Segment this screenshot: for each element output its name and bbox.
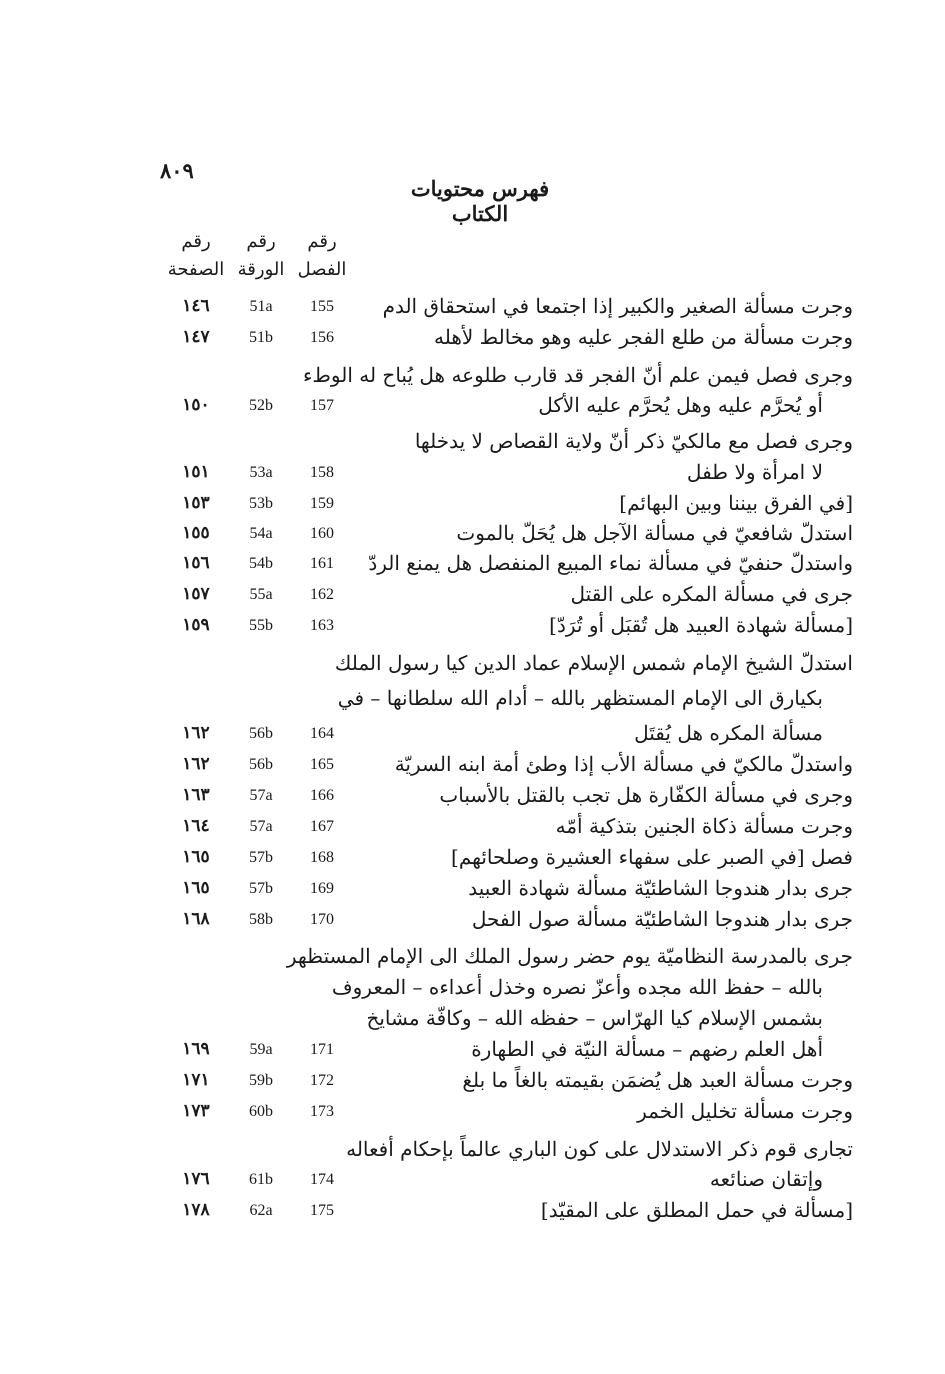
entry-folio: 53b: [249, 495, 273, 512]
entry-section-number: 161: [310, 555, 334, 572]
entry-section-number: 155: [310, 298, 334, 315]
entry-folio: 55a: [249, 586, 273, 603]
entry-title: [مسألة شهادة العبيد هل تُقبَل أو تُرَدّ]: [549, 613, 853, 637]
entry-title: لا امرأة ولا طفل: [686, 460, 823, 484]
entry-title: تجارى قوم ذكر الاستدلال على كون الباري عالماً بإحكام أفعاله: [346, 1137, 853, 1161]
entry-folio: 57a: [249, 818, 273, 835]
entry-page-number: ١٧٨: [182, 1200, 210, 1220]
entry-page-number: ١٦٢: [182, 754, 210, 774]
toc-entry: [0, 610, 945, 641]
entry-folio: 56b: [249, 756, 273, 773]
toc-entry: [0, 780, 945, 811]
toc-entry: [0, 749, 945, 780]
entry-folio: 61b: [249, 1171, 273, 1188]
column-header-section-line1: رقم: [307, 231, 337, 252]
entry-title: واستدلّ مالكيّ في مسألة الأب إذا وطئ أمة ابنه السريّة: [394, 752, 853, 776]
entry-section-number: 156: [310, 329, 334, 346]
entry-folio: 56b: [249, 725, 273, 742]
page-number: ٨٠٩: [160, 158, 194, 183]
entry-folio: 57b: [249, 880, 273, 897]
entry-title: استدلّ شافعيّ في مسألة الآجل هل يُحَلّ بالموت: [456, 521, 853, 545]
column-header-page: [160, 228, 232, 284]
entry-page-number: ١٤٦: [182, 296, 210, 316]
entry-page-number: ١٦٨: [182, 909, 210, 929]
entry-folio: 54b: [249, 555, 273, 572]
entry-page-number: ١٦٤: [182, 816, 210, 836]
entry-page-number: ١٦٣: [182, 785, 210, 805]
entry-section-number: 172: [310, 1072, 334, 1089]
entry-section-number: 174: [310, 1171, 334, 1188]
entry-folio: 51b: [249, 329, 273, 346]
entry-section-number: 168: [310, 849, 334, 866]
column-header-folio: [228, 228, 294, 284]
toc-entry: [0, 904, 945, 935]
toc-entry: [0, 488, 945, 519]
entry-page-number: ١٥٥: [182, 523, 210, 543]
entry-page-number: ١٥٦: [182, 553, 210, 573]
entry-page-number: ١٧١: [182, 1070, 210, 1090]
entry-section-number: 159: [310, 495, 334, 512]
entry-folio: 59a: [249, 1041, 273, 1058]
toc-entry: [0, 1065, 945, 1096]
toc-entry: [0, 1134, 945, 1165]
entry-folio: 62a: [249, 1202, 273, 1219]
toc-entry: [0, 683, 945, 714]
entry-page-number: ١٧٦: [182, 1169, 210, 1189]
entry-section-number: 173: [310, 1103, 334, 1120]
entry-section-number: 158: [310, 464, 334, 481]
entry-title: وجرت مسألة الصغير والكبير إذا اجتمعا في استحقاق الدم: [382, 294, 853, 318]
entry-title: وجرت مسألة من طلع الفجر عليه وهو مخالط لأهله: [434, 325, 853, 349]
entry-title: وجرت مسألة ذكاة الجنين بتذكية أمّه: [555, 814, 853, 838]
toc-entry: [0, 811, 945, 842]
toc-entry: [0, 648, 945, 679]
entry-folio: 57a: [249, 787, 273, 804]
entry-page-number: ١٥٣: [182, 493, 210, 513]
entry-title: وجرت مسألة العبد هل يُضمَن بقيمته بالغاً ما بلغ: [462, 1068, 853, 1092]
entry-folio: 53a: [249, 464, 273, 481]
entry-title: بكيارق الى الإمام المستظهر بالله – أدام الله سلطانها – في: [337, 686, 823, 710]
entry-folio: 60b: [249, 1103, 273, 1120]
entry-title: استدلّ الشيخ الإمام شمس الإسلام عماد الدين كيا رسول الملك: [334, 651, 853, 675]
entry-section-number: 157: [310, 397, 334, 414]
entry-page-number: ١٧٣: [182, 1101, 210, 1121]
entry-title: بالله – حفظ الله مجده وأعزّ نصره وخذل أعداءه – المعروف: [331, 975, 823, 999]
column-header-section-line2: الفصل: [297, 259, 347, 280]
entry-folio: 55b: [249, 617, 273, 634]
toc-entry: [0, 1034, 945, 1065]
entry-page-number: ١٦٥: [182, 847, 210, 867]
entry-title: واستدلّ حنفيّ في مسألة نماء المبيع المنفصل هل يمنع الردّ: [368, 551, 853, 575]
entry-title: وجرى فصل مع مالكيّ ذكر أنّ ولاية القصاص لا يدخلها: [414, 429, 853, 453]
entry-title: جرى في مسألة المكره على القتل: [570, 582, 853, 606]
toc-entry: [0, 579, 945, 610]
entry-title: جرى بدار هندوجا الشاطئيّة مسألة صول الفحل: [471, 907, 853, 931]
entry-section-number: 170: [310, 911, 334, 928]
entry-page-number: ١٥٠: [182, 395, 210, 415]
column-header-folio-line2: الورقة: [237, 259, 285, 280]
entry-folio: 51a: [249, 298, 273, 315]
entry-title: وجرى فصل فيمن علم أنّ الفجر قد قارب طلوعه هل يُباح له الوطء: [303, 363, 853, 387]
entry-folio: 58b: [249, 911, 273, 928]
entry-page-number: ١٦٥: [182, 878, 210, 898]
column-header-page-line1: رقم: [181, 231, 211, 252]
entry-section-number: 162: [310, 586, 334, 603]
toc-entry: [0, 390, 945, 421]
entry-page-number: ١٦٩: [182, 1039, 210, 1059]
toc-entry: [0, 360, 945, 391]
column-header-folio-line1: رقم: [246, 231, 276, 252]
entry-section-number: 165: [310, 756, 334, 773]
entry-page-number: ١٦٢: [182, 723, 210, 743]
entry-title: بشمس الإسلام كيا الهرّاس – حفظه الله – وكافّة مشايخ: [366, 1006, 823, 1030]
entry-section-number: 164: [310, 725, 334, 742]
entry-section-number: 171: [310, 1041, 334, 1058]
entry-section-number: 163: [310, 617, 334, 634]
toc-entry: [0, 322, 945, 353]
entry-section-number: 167: [310, 818, 334, 835]
toc-entry: [0, 1195, 945, 1226]
toc-entry: [0, 1164, 945, 1195]
entry-page-number: ١٤٧: [182, 327, 210, 347]
column-header-section: [292, 228, 352, 284]
entry-title: أو يُحرَّم عليه وهل يُحرَّم عليه الأكل: [538, 393, 823, 417]
toc-entry: [0, 426, 945, 457]
entry-section-number: 160: [310, 525, 334, 542]
toc-entry: [0, 842, 945, 873]
entry-page-number: ١٥٧: [182, 584, 210, 604]
entry-title: وإتقان صنائعه: [709, 1167, 823, 1191]
toc-entry: [0, 941, 945, 972]
toc-entry: [0, 972, 945, 1003]
page-title: فهرس محتويات الكتاب: [410, 176, 550, 226]
toc-entry: [0, 1096, 945, 1127]
entry-folio: 54a: [249, 525, 273, 542]
entry-title: فصل [في الصبر على سفهاء العشيرة وصلحائهم]: [451, 845, 853, 869]
toc-entry: [0, 873, 945, 904]
entry-section-number: 169: [310, 880, 334, 897]
entry-title: جرى بالمدرسة النظاميّة يوم حضر رسول الملك الى الإمام المستظهر: [286, 944, 853, 968]
entry-title: [مسألة في حمل المطلق على المقيّد]: [540, 1198, 853, 1222]
entry-title: أهل العلم رضهم – مسألة النيّة في الطهارة: [471, 1037, 823, 1061]
toc-entry: [0, 291, 945, 322]
column-header-page-line2: الصفحة: [167, 259, 225, 280]
toc-entry: [0, 548, 945, 579]
toc-entry: [0, 1003, 945, 1034]
entry-title: جرى بدار هندوجا الشاطئيّة مسألة شهادة العبيد: [468, 876, 853, 900]
entry-title: مسألة المكره هل يُقتَل: [634, 721, 823, 745]
entry-page-number: ١٥٩: [182, 615, 210, 635]
entry-page-number: ١٥١: [182, 462, 210, 482]
entry-folio: 57b: [249, 849, 273, 866]
entry-section-number: 166: [310, 787, 334, 804]
toc-entry: [0, 518, 945, 549]
entry-title: [في الفرق بيننا وبين البهائم]: [619, 491, 853, 515]
entry-folio: 52b: [249, 397, 273, 414]
entry-section-number: 175: [310, 1202, 334, 1219]
toc-entry: [0, 718, 945, 749]
entry-folio: 59b: [249, 1072, 273, 1089]
entry-title: وجرت مسألة تخليل الخمر: [637, 1099, 853, 1123]
toc-entry: [0, 457, 945, 488]
entry-title: وجرى في مسألة الكفّارة هل تجب بالقتل بالأسباب: [439, 783, 853, 807]
